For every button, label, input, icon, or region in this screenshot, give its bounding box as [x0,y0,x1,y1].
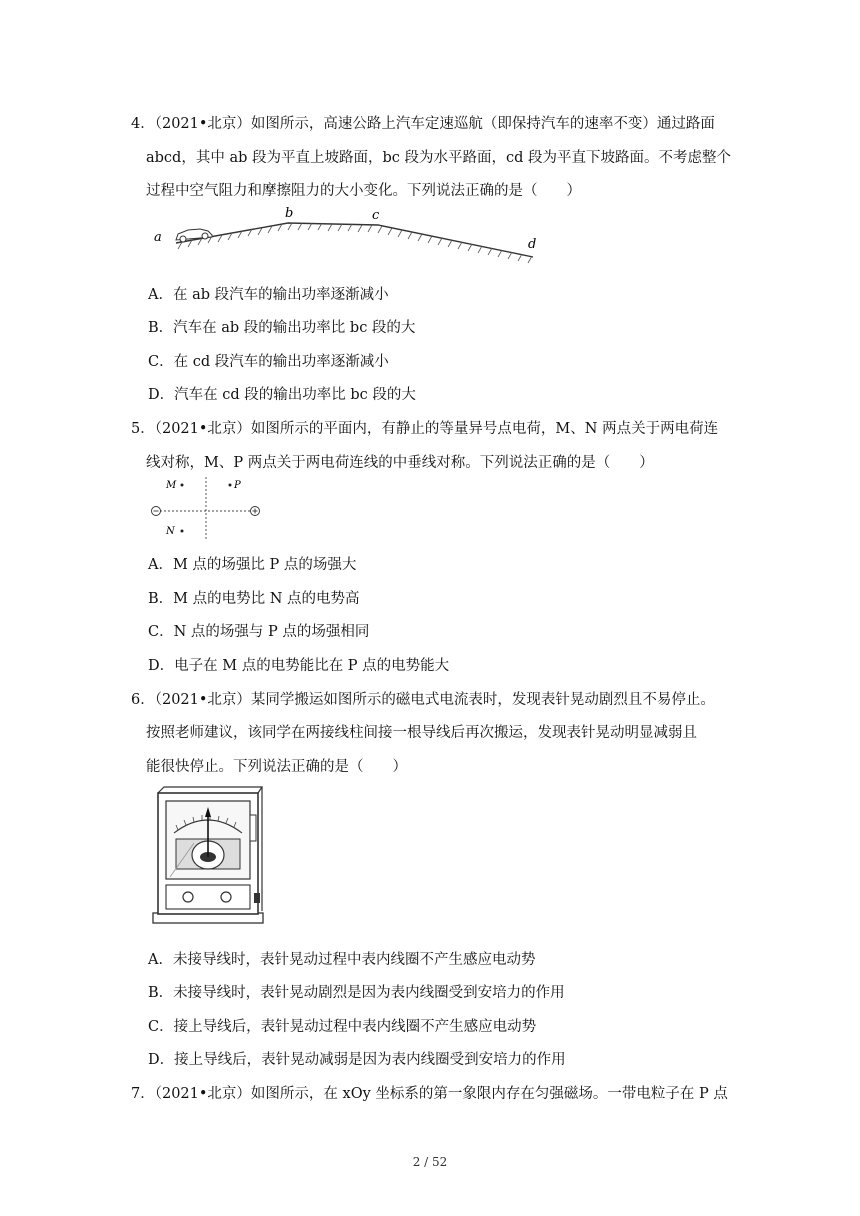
point-n-dot [181,530,184,533]
q7-line-1: 7．（2021•北京）如图所示，在 xOy 坐标系的第一象限内存在匀强磁场。一带电粒子在 P 点 [131,1086,728,1102]
terminal-right-icon [221,892,231,902]
ammeter-figure [150,785,266,927]
positive-charge-icon [251,507,260,516]
q5-line-2: 线对称，M、P 两点关于两电荷连线的中垂线对称。下列说法正确的是（ ） [146,455,654,471]
point-m-dot [181,484,184,487]
charges-figure [146,475,266,543]
q6-line-1: 6．（2021•北京）某同学搬运如图所示的磁电式电流表时，发现表针晃动剧烈且不易停止。 [131,692,715,708]
q6-option-a: A．未接导线时，表针晃动过程中表内线圈不产生感应电动势 [148,952,536,968]
label-n: N [166,526,175,537]
meter-top-rim [158,787,262,793]
q6-option-b: B．未接导线时，表针晃动剧烈是因为表内线圈受到安培力的作用 [148,985,565,1001]
q4-line-1: 4．（2021•北京）如图所示，高速公路上汽车定速巡航（即保持汽车的速率不变）通过路面 [131,116,715,132]
label-d: d [528,237,537,252]
label-b: b [285,206,294,221]
q4-option-a: A．在 ab 段汽车的输出功率逐渐减小 [148,287,389,303]
label-c: c [372,208,380,223]
q4-option-d: D．汽车在 cd 段的输出功率比 bc 段的大 [148,387,416,403]
road-figure [148,205,540,273]
label-a: a [154,230,162,245]
ground-hatching [178,223,532,263]
q6-option-d: D．接上导线后，表针晃动减弱是因为表内线圈受到安培力的作用 [148,1052,566,1068]
q4-option-b: B．汽车在 ab 段的输出功率比 bc 段的大 [148,320,416,336]
point-p-dot [229,484,232,487]
road-surface [176,223,533,257]
q5-line-1: 5．（2021•北京）如图所示的平面内，有静止的等量异号点电荷，M、N 两点关于两电荷连 [131,421,719,437]
label-p: P [234,480,241,491]
q4-line-3: 过程中空气阻力和摩擦阻力的大小变化。下列说法正确的是（ ） [146,183,581,199]
side-bracket [250,815,256,841]
q6-line-3: 能很快停止。下列说法正确的是（ ） [146,759,407,775]
side-knob [254,893,260,903]
q4-line-2: abcd，其中 ab 段为平直上坡路面，bc 段为水平路面，cd 段为平直下坡路面。不考虑整个 [146,150,731,166]
negative-charge-icon [152,507,161,516]
q6-option-c: C．接上导线后，表针晃动过程中表内线圈不产生感应电动势 [148,1019,537,1035]
label-m: M [166,480,177,491]
terminal-left-icon [183,892,193,902]
q6-line-2: 按照老师建议，该同学在两接线柱间接一根导线后再次搬运，发现表针晃动明显减弱且 [146,725,697,741]
q5-option-d: D．电子在 M 点的电势能比在 P 点的电势能大 [148,658,450,674]
q5-option-c: C．N 点的场强与 P 点的场强相同 [148,624,370,640]
terminal-panel [166,885,250,909]
q4-option-c: C．在 cd 段汽车的输出功率逐渐减小 [148,354,389,370]
page-number: 2 / 52 [412,1155,448,1169]
q5-option-b: B．M 点的电势比 N 点的电势高 [148,591,360,607]
q5-option-a: A．M 点的场强比 P 点的场强大 [148,557,357,573]
